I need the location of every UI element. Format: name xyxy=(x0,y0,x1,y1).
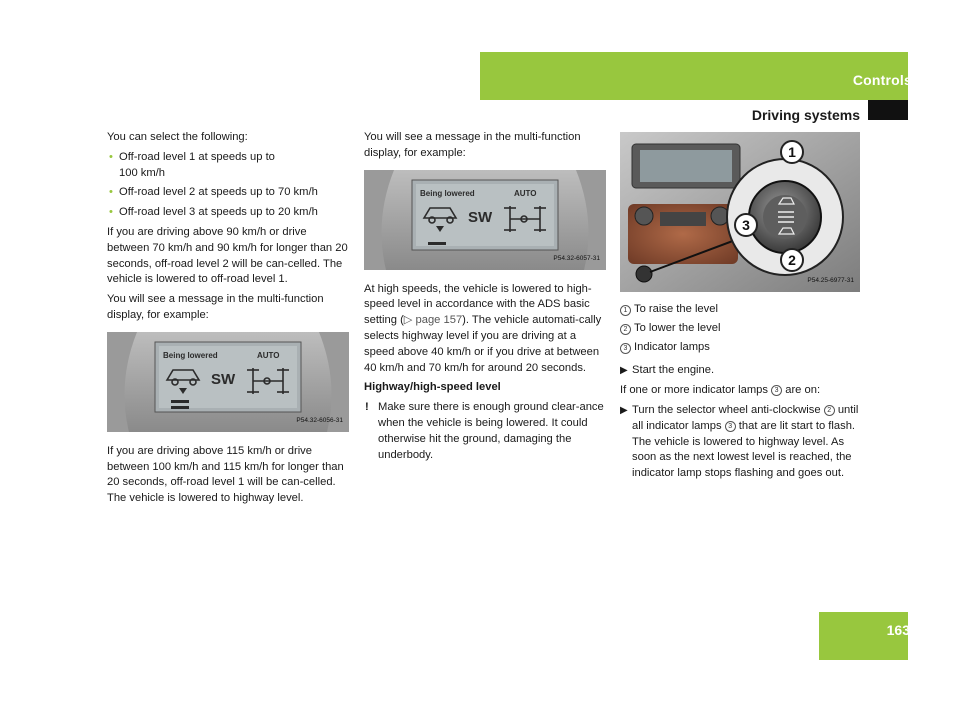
center-console-image xyxy=(620,132,860,292)
paragraph: If you are driving above 115 km/h or drive between 100 km/h and 115 km/h for longer than 20 seconds, off-road level 1 will be can-celled. The vehicle is lowered to highway level. xyxy=(107,444,344,505)
display-message: Being lowered xyxy=(163,350,218,360)
paragraph: You will see a message in the multi-function display, for example: xyxy=(107,293,324,321)
inline-number: 3 xyxy=(725,421,736,432)
legend-text: Indicator lamps xyxy=(634,340,710,353)
paragraph: If you are driving above 90 km/h or drive between 70 km/h and 90 km/h for longer than 20 seconds, off-road level 2 will be can-celled. The vehicle is lowered to off-road level 1. xyxy=(107,225,348,286)
warning-note xyxy=(364,400,606,463)
page-reference: ▷ page 157 xyxy=(403,314,463,327)
list-item xyxy=(107,150,349,182)
instruction-text: Start the engine. xyxy=(632,364,715,377)
paragraph-text: ). The vehicle automati-cally selects highway level if you are driving at a speed above 40 km/h or if you drive at between 40 km/h and 70 km/h for around 20 seconds. xyxy=(364,314,602,374)
display-figure xyxy=(107,332,349,432)
selector-wheel-figure xyxy=(620,132,860,292)
instruction-text: Turn the selector wheel anti-clockwise xyxy=(632,403,824,416)
list-item-text: Off-road level 2 at speeds up to 70 km/h xyxy=(119,186,318,199)
bullet-icon: • xyxy=(109,186,113,199)
list-item-text: Off-road level 3 at speeds up to 20 km/h xyxy=(119,206,318,219)
callout-3: 3 xyxy=(742,217,750,233)
figure-code: P54.32-6056-31 xyxy=(296,416,343,424)
subsection-title: Driving systems xyxy=(751,107,860,123)
section-header-bar xyxy=(480,52,908,100)
display-figure xyxy=(364,170,606,270)
bullet-icon: • xyxy=(109,150,113,163)
instruction-text: that are lit start to flash. xyxy=(735,419,856,432)
legend-item xyxy=(620,302,862,318)
instruction-step xyxy=(620,363,862,379)
legend-number: 2 xyxy=(620,324,631,335)
legend-text: To raise the level xyxy=(634,303,718,315)
header-marker xyxy=(868,100,908,120)
section-heading: Highway/high-speed level xyxy=(364,381,501,394)
figure-code: P54.32-6057-31 xyxy=(553,254,600,262)
warning-icon: ! xyxy=(365,401,369,414)
condition-part: If one or more indicator lamps xyxy=(620,384,772,397)
arrow-icon: ▶ xyxy=(620,404,628,416)
intro-text: You can select the following: xyxy=(107,131,248,143)
list-item-text: 100 km/h xyxy=(119,166,166,179)
page-number: 163 xyxy=(886,622,910,638)
column-left xyxy=(107,130,349,511)
list-item xyxy=(107,205,349,221)
display-sw: SW xyxy=(468,208,493,226)
legend-text: To lower the level xyxy=(634,321,721,334)
condition-part: are on: xyxy=(782,384,821,397)
instruction-text: until all indicator lamps xyxy=(632,403,859,432)
condition-text xyxy=(620,383,862,399)
callout-2: 2 xyxy=(788,252,796,268)
legend-item xyxy=(620,321,862,337)
display-mode: AUTO xyxy=(257,350,280,360)
warning-text: Make sure there is enough ground clear-ance when the vehicle is being lowered. It could otherwise hit the ground, damaging the underbody. xyxy=(378,401,604,461)
display-sw: SW xyxy=(211,370,236,388)
inline-number: 3 xyxy=(771,385,782,396)
legend-number: 1 xyxy=(620,305,631,316)
instruction-text: The vehicle is lowered to highway level. As soon as the next lowest level is reached, the indicator lamp stops flashing and goes out. xyxy=(632,435,852,480)
legend-item xyxy=(620,340,862,356)
legend-number: 3 xyxy=(620,343,631,354)
list-item xyxy=(107,185,349,201)
inline-number: 2 xyxy=(824,405,835,416)
paragraph-text: At high speeds, the vehicle is lowered to high-speed level in accordance with the ADS basic setting ( xyxy=(364,282,592,327)
section-title: Controls xyxy=(852,72,912,88)
paragraph: You will see a message in the multi-function display, for example: xyxy=(364,131,581,159)
display-message: Being lowered xyxy=(420,188,475,198)
display-mode: AUTO xyxy=(514,188,537,198)
instruction-step xyxy=(620,403,862,482)
callout-1: 1 xyxy=(788,144,796,160)
figure-code: P54.25-6977-31 xyxy=(807,277,854,285)
paragraph xyxy=(364,282,606,377)
list-item-text: Off-road level 1 at speeds up to xyxy=(119,150,275,163)
column-right xyxy=(620,130,862,486)
bullet-icon: • xyxy=(109,206,113,219)
column-middle xyxy=(364,130,606,467)
arrow-icon: ▶ xyxy=(620,365,628,377)
